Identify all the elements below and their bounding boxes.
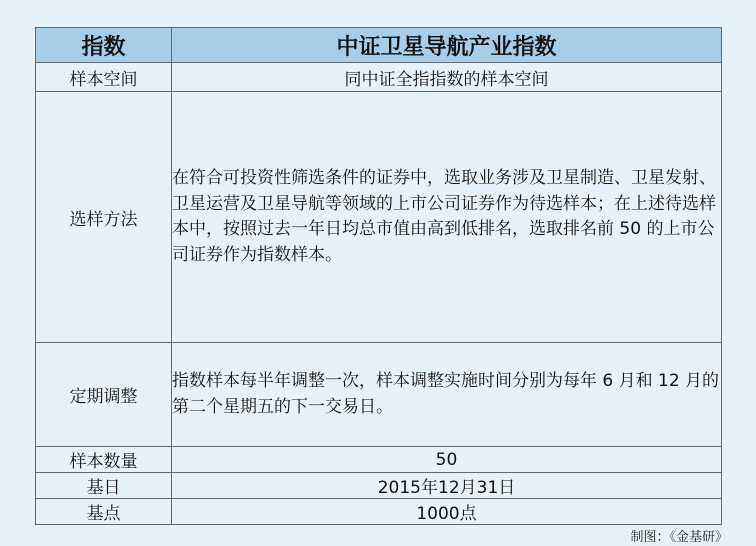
table-row-sample-space: [36, 63, 722, 92]
table-header-row: [36, 28, 722, 63]
row-label: 选样方法: [36, 92, 172, 343]
chart-credit: 制图：《金基研》: [630, 530, 728, 545]
table-row-periodic-adjustment: [36, 343, 722, 447]
row-label: 样本数量: [36, 447, 172, 473]
header-label: 指数: [36, 28, 172, 63]
row-value: 1000点: [172, 499, 722, 525]
row-label: 基点: [36, 499, 172, 525]
row-value: 50: [172, 447, 722, 473]
table-row-base-date: [36, 473, 722, 499]
table-row-base-point: [36, 499, 722, 525]
header-index-name: 中证卫星导航产业指数: [172, 28, 722, 63]
row-value: 同中证全指指数的样本空间: [172, 63, 722, 92]
row-label: 基日: [36, 473, 172, 499]
table-row-selection-method: [36, 92, 722, 343]
row-label: 样本空间: [36, 63, 172, 92]
row-value: 指数样本每半年调整一次，样本调整实施时间分别为每年 6 月和 12 月的第二个星期五的下一交易日。: [172, 343, 722, 447]
table-row-sample-count: [36, 447, 722, 473]
row-label: 定期调整: [36, 343, 172, 447]
row-value: 在符合可投资性筛选条件的证券中，选取业务涉及卫星制造、卫星发射、卫星运营及卫星导航等领域的上市公司证券作为待选样本；在上述待选样本中，按照过去一年日均总市值由高到低排名，选取排名前 50 的上市公司证券作为指数样本。: [172, 92, 722, 343]
index-info-table: [35, 27, 722, 525]
row-value: 2015年12月31日: [172, 473, 722, 499]
